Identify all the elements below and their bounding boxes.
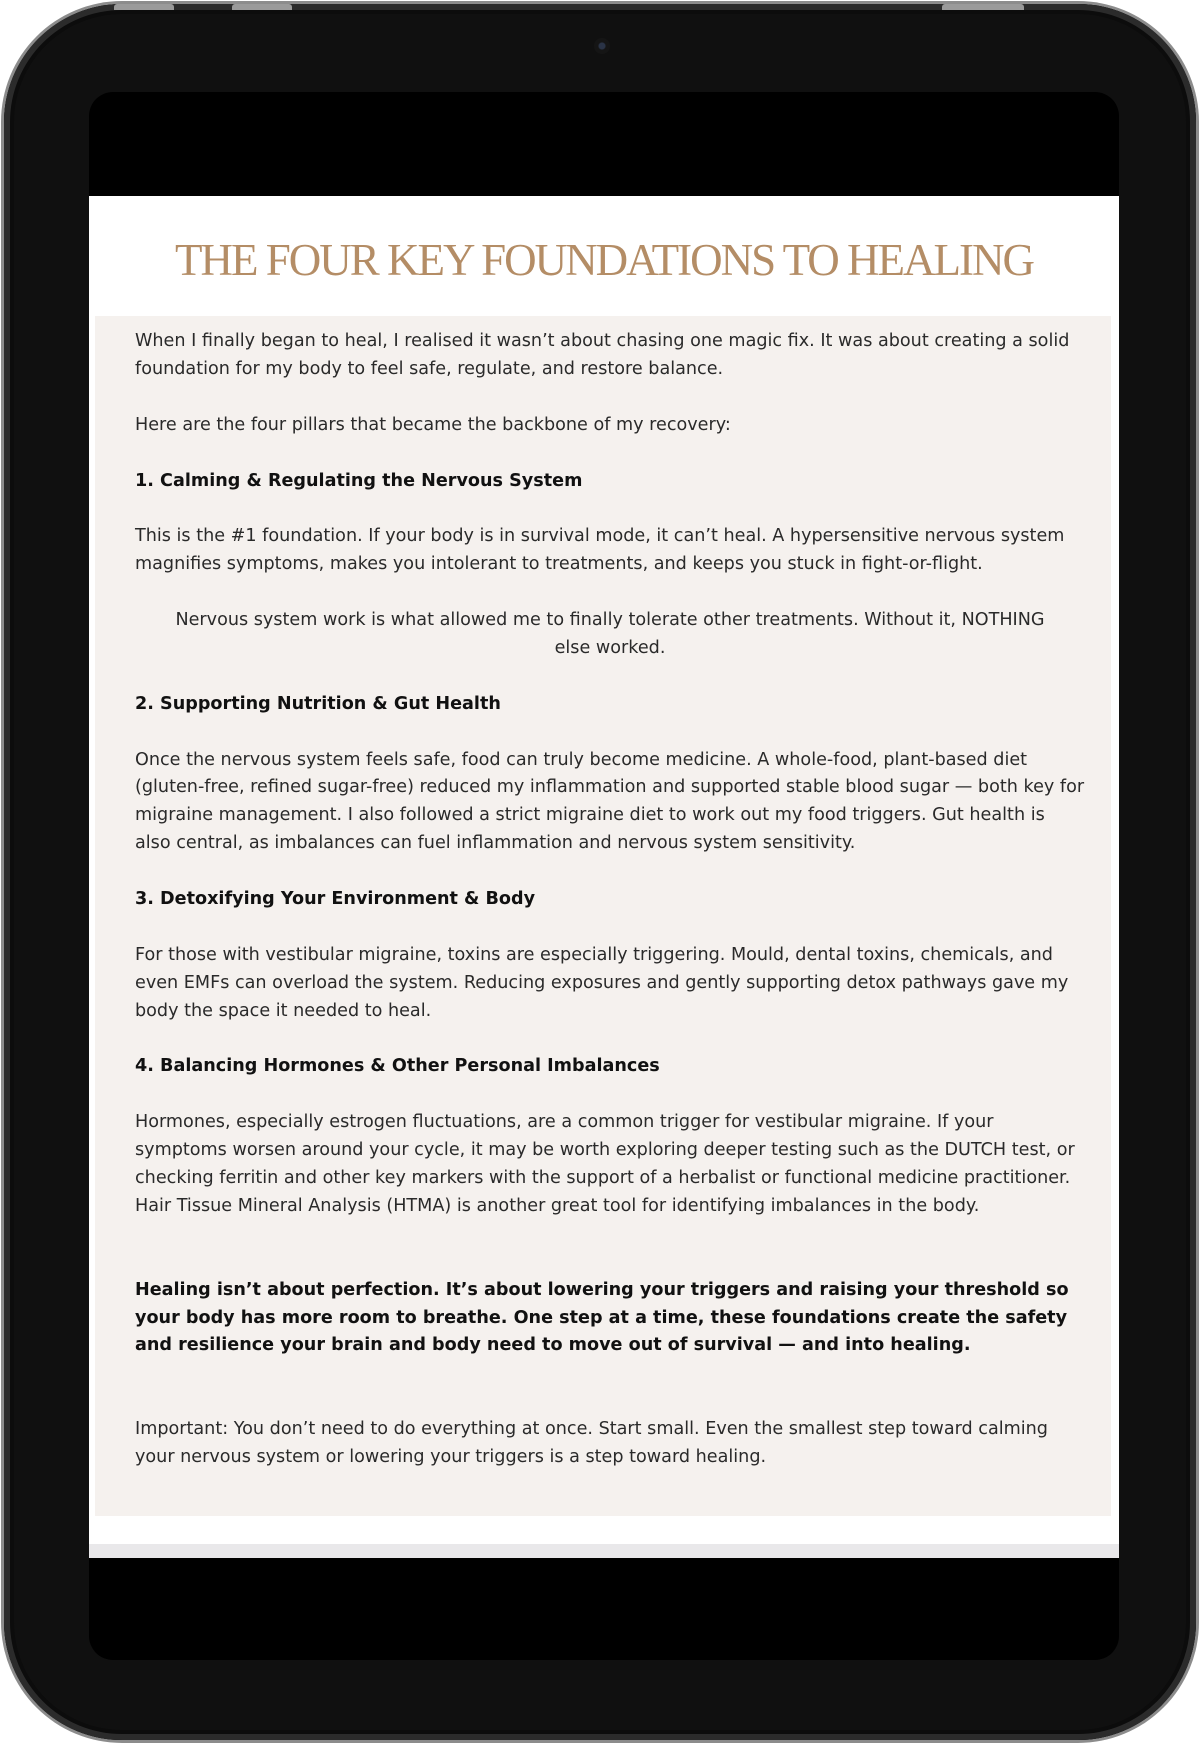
front-camera-icon [594,38,610,54]
section-heading: 3. Detoxifying Your Environment & Body [135,889,536,910]
section-heading: 4. Balancing Hormones & Other Personal Imbalances [135,1056,660,1077]
section-body: This is the #1 foundation. If your body is in survival mode, it can’t heal. A hypersensitive nervous system magnifies symptoms, makes you intolerant to treatments, and keeps you stuck in fight-or-flight. [135,526,1065,575]
document-body [135,328,1085,1472]
closing-statement: Healing isn’t about perfection. It’s about lowering your triggers and raising your threshold so your body has more room to breathe. One step at a time, these foundations create the safety and resilience your brain and body need to move out of survival — and into healing. [135,1279,1069,1356]
volume-button [114,4,174,10]
important-note: Important: You don’t need to do everything at once. Start small. Even the smallest step toward calming your nervous system or lowering your triggers is a step toward healing. [135,1419,1048,1468]
section-heading: 1. Calming & Regulating the Nervous System [135,470,583,491]
section-body: Hormones, especially estrogen fluctuations, are a common trigger for vestibular migraine. If your symptoms worsen around your cycle, it may be worth exploring deeper testing such as the DUTCH test, or checking ferritin and other key markers with the support of a herbalist or functional medicine practitioner. Hair Tissue Mineral Analysis (HTMA) is another great tool for identifying imbalances in the body. [135,1112,1075,1216]
volume-button [232,4,292,10]
power-button [942,4,1024,10]
section-body: Once the nervous system feels safe, food can truly become medicine. A whole-food, plant-based diet (gluten-free, refined sugar-free) reduced my inflammation and supported stable blood sugar — both key for migraine management. I also followed a strict migraine diet to work out my food triggers. Gut health is also central, as imbalances can fuel inflammation and nervous system sensitivity. [135,749,1085,854]
tablet-frame [4,4,1196,1740]
lead-in-paragraph: Here are the four pillars that became the backbone of my recovery: [135,414,731,435]
tablet-screen [89,92,1119,1660]
document-page [89,196,1119,1558]
pull-quote: Nervous system work is what allowed me to finally tolerate other treatments. Without it, NOTHING else worked. [175,610,1045,658]
content-panel [95,316,1111,1516]
intro-paragraph: When I finally began to heal, I realised it wasn’t about chasing one magic fix. It was about creating a solid foundation for my body to feel safe, regulate, and restore balance. [135,331,1070,379]
page-title: THE FOUR KEY FOUNDATIONS TO HEALING [175,235,1033,285]
section-heading: 2. Supporting Nutrition & Gut Health [135,693,501,714]
section-body: For those with vestibular migraine, toxins are especially triggering. Mould, dental toxins, chemicals, and even EMFs can overload the system. Reducing exposures and gently supporting detox pathways gave my body the space it needed to heal. [135,944,1069,1021]
page-bottom-strip [89,1544,1119,1558]
